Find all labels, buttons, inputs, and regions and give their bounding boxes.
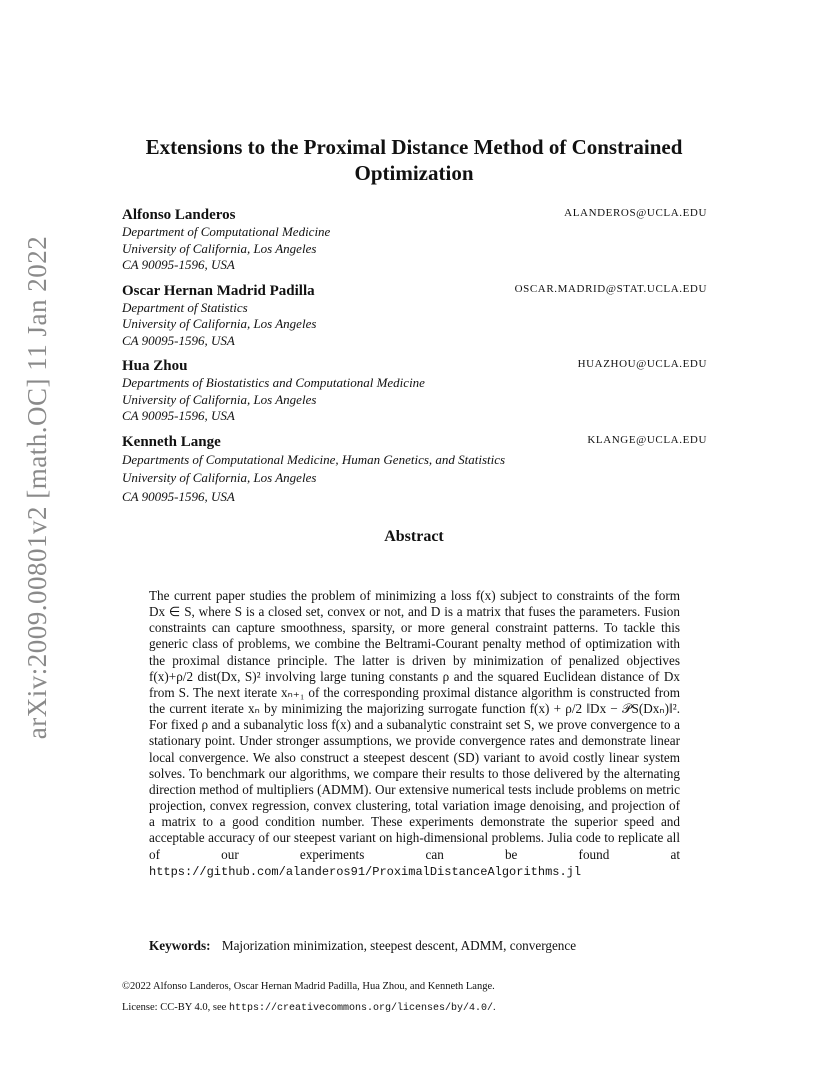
author-affiliation: University of California, Los Angeles	[122, 240, 317, 256]
author-affiliation: CA 90095-1596, USA	[122, 332, 235, 348]
author-affiliation: CA 90095-1596, USA	[122, 408, 235, 423]
author-email: ALANDEROS@UCLA.EDU	[564, 207, 707, 219]
author-affiliation: Departments of Computational Medicine, Human Genetics, and Statistics	[122, 451, 506, 467]
author-name: Kenneth Lange	[122, 433, 221, 450]
author-affiliation: Department of Statistics	[122, 299, 248, 315]
author-email: HUAZHOU@UCLA.EDU	[577, 358, 707, 370]
code-repository-link[interactable]: https://github.com/alanderos91/ProximalDistanceAlgorithms.jl	[149, 864, 582, 879]
author-block	[122, 357, 707, 425]
author-affiliation: University of California, Los Angeles	[122, 391, 317, 407]
author-name: Hua Zhou	[122, 358, 188, 374]
license-link[interactable]: https://creativecommons.org/licenses/by/4.0/	[228, 1003, 493, 1014]
abstract-heading: Abstract	[384, 528, 444, 545]
author-affiliation: Department of Computational Medicine	[122, 224, 331, 239]
author-name: Oscar Hernan Madrid Padilla	[122, 282, 315, 299]
author-affiliation: University of California, Los Angeles	[122, 316, 317, 331]
author-affiliation: CA 90095-1596, USA	[122, 257, 235, 272]
author-email: KLANGE@UCLA.EDU	[587, 433, 707, 446]
author-affiliation: University of California, Los Angeles	[122, 470, 317, 485]
abstract-body	[149, 588, 680, 880]
keywords-line	[149, 938, 709, 954]
keywords-label: Keywords:	[149, 938, 211, 953]
author-block	[122, 282, 707, 350]
author-name: Alfonso Landeros	[122, 207, 236, 223]
license-suffix: .	[492, 1002, 496, 1013]
arxiv-identifier-stamp	[8, 235, 68, 740]
keywords-text: Majorization minimization, steepest descent, ADMM, convergence	[221, 938, 577, 953]
author-affiliation: Departments of Biostatistics and Computational Medicine	[122, 375, 425, 390]
arxiv-identifier-text: arXiv:2009.00801v2 [math.OC] 11 Jan 2022	[22, 235, 53, 740]
author-affiliation: CA 90095-1596, USA	[122, 488, 235, 504]
copyright-notice: ©2022 Alfonso Landeros, Oscar Hernan Madrid Padilla, Hua Zhou, and Kenneth Lange.	[122, 981, 495, 992]
author-block	[122, 433, 707, 507]
author-list	[122, 206, 707, 514]
abstract-text: The current paper studies the problem of minimizing a loss f(x) subject to constraints of the form Dx ∈ S, where S is a closed set, convex or not, and D is a matrix that fuses the parameters. Fusion constraints can capture smoothness, sparsity, or more general constraint patterns. To tackle this generic class of problems, we combine the Beltrami-Courant penalty method of optimization with the proximal distance principle. The latter is driven by minimization of penalized objectives f(x)+ρ/2 dist(Dx, S)² involving large tuning constants ρ and the squared Euclidean distance of Dx from S. The next iterate xₙ₊₁ of the corresponding proximal distance algorithm is constructed from the current iterate xₙ by minimizing the majorizing surrogate function f(x) + ρ/2 ‖Dx − 𝒫S(Dxₙ)‖². For fixed ρ and a subanalytic loss f(x) and a subanalytic constraint set S, we prove convergence to a stationary point. Under stronger assumptions, we provide convergence rates and demonstrate linear local convergence. We also construct a steepest descent (SD) variant to avoid costly linear system solves. To benchmark our algorithms, we compare their results to those delivered by the alternating direction method of multipliers (ADMM). Our extensive numerical tests include problems on metric projection, convex regression, convex clustering, total variation image denoising, and projection of a matrix to a good condition number. These experiments demonstrate the superior speed and acceptable accuracy of our steepest variant on high-dimensional problems. Julia code to replicate all of our experiments can be found at	[149, 588, 680, 862]
author-email: OSCAR.MADRID@STAT.UCLA.EDU	[514, 282, 707, 295]
license-notice	[122, 1002, 722, 1014]
paper-title: Extensions to the Proximal Distance Method of Constrained Optimization	[145, 135, 683, 185]
author-block	[122, 206, 707, 274]
license-prefix: License: CC-BY 4.0, see	[122, 1002, 227, 1013]
